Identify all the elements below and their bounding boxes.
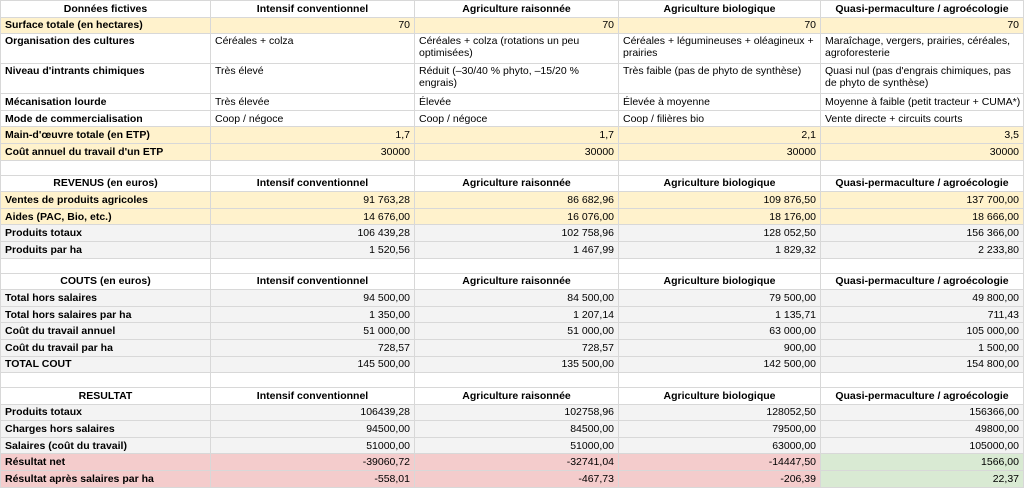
column-header[interactable]: Agriculture biologique — [619, 273, 821, 290]
row-label[interactable]: Mode de commercialisation — [1, 110, 211, 127]
cell[interactable]: 142 500,00 — [619, 356, 821, 373]
empty-cell[interactable] — [415, 160, 619, 175]
cell[interactable]: 30000 — [415, 143, 619, 160]
row-label[interactable]: Coût du travail annuel — [1, 323, 211, 340]
row-label[interactable]: Main-d'œuvre totale (en ETP) — [1, 127, 211, 144]
row-label[interactable]: Mécanisation lourde — [1, 94, 211, 111]
cell[interactable]: 30000 — [821, 143, 1024, 160]
blank-row — [1, 373, 1024, 388]
row-label[interactable]: Salaires (coût du travail) — [1, 437, 211, 454]
cell[interactable]: 137 700,00 — [821, 192, 1024, 209]
cell[interactable]: 102 758,96 — [415, 225, 619, 242]
cell[interactable]: 1 467,99 — [415, 241, 619, 258]
empty-cell[interactable] — [211, 258, 415, 273]
blank-row — [1, 160, 1024, 175]
empty-cell[interactable] — [821, 160, 1024, 175]
column-header[interactable]: Intensif conventionnel — [211, 273, 415, 290]
row-label[interactable]: Coût du travail par ha — [1, 339, 211, 356]
row-label[interactable]: Produits par ha — [1, 241, 211, 258]
cell[interactable]: 1 135,71 — [619, 306, 821, 323]
header-row-couts — [1, 273, 1024, 290]
empty-cell[interactable] — [821, 258, 1024, 273]
empty-cell[interactable] — [211, 160, 415, 175]
cell[interactable]: 49800,00 — [821, 421, 1024, 438]
cell[interactable]: Vente directe + circuits courts — [821, 110, 1024, 127]
section-title-donnees[interactable]: Données fictives — [1, 1, 211, 18]
cell[interactable]: Maraîchage, vergers, prairies, céréales, agroforesterie — [821, 34, 1024, 64]
column-header[interactable]: Quasi-permaculture / agroécologie — [821, 388, 1024, 405]
cell[interactable]: 18 176,00 — [619, 208, 821, 225]
cell[interactable]: Très élevée — [211, 94, 415, 111]
cell[interactable]: 16 076,00 — [415, 208, 619, 225]
table-row — [1, 225, 1024, 242]
cell[interactable]: 102758,96 — [415, 404, 619, 421]
column-header[interactable]: Agriculture biologique — [619, 175, 821, 192]
table-row — [1, 471, 1024, 488]
cell[interactable]: 1 500,00 — [821, 339, 1024, 356]
column-header[interactable]: Agriculture raisonnée — [415, 175, 619, 192]
cell[interactable]: 135 500,00 — [415, 356, 619, 373]
column-header[interactable]: Intensif conventionnel — [211, 388, 415, 405]
empty-cell[interactable] — [619, 258, 821, 273]
blank-row — [1, 258, 1024, 273]
cell[interactable]: 1,7 — [415, 127, 619, 144]
cell-negative[interactable]: -14447,50 — [619, 454, 821, 471]
cell[interactable]: 145 500,00 — [211, 356, 415, 373]
empty-cell[interactable] — [415, 258, 619, 273]
table-row — [1, 323, 1024, 340]
cell[interactable]: 94500,00 — [211, 421, 415, 438]
column-header[interactable]: Agriculture raisonnée — [415, 273, 619, 290]
cell[interactable]: 70 — [211, 17, 415, 34]
cell[interactable]: 63 000,00 — [619, 323, 821, 340]
cell[interactable]: 86 682,96 — [415, 192, 619, 209]
cell[interactable]: Moyenne à faible (petit tracteur + CUMA*) — [821, 94, 1024, 111]
cell[interactable]: 70 — [415, 17, 619, 34]
column-header[interactable]: Quasi-permaculture / agroécologie — [821, 175, 1024, 192]
cell-positive[interactable]: 22,37 — [821, 471, 1024, 488]
row-label[interactable]: Charges hors salaires — [1, 421, 211, 438]
cell[interactable]: 1 207,14 — [415, 306, 619, 323]
cell[interactable]: 30000 — [619, 143, 821, 160]
table-row — [1, 94, 1024, 111]
cell[interactable]: Très faible (pas de phyto de synthèse) — [619, 64, 821, 94]
table-row — [1, 339, 1024, 356]
table-row — [1, 241, 1024, 258]
row-label[interactable]: Produits totaux — [1, 404, 211, 421]
cell[interactable]: Réduit (–30/40 % phyto, –15/20 % engrais) — [415, 64, 619, 94]
cell[interactable]: 79500,00 — [619, 421, 821, 438]
cell[interactable]: 51 000,00 — [211, 323, 415, 340]
column-header[interactable]: Quasi-permaculture / agroécologie — [821, 1, 1024, 18]
column-header[interactable]: Intensif conventionnel — [211, 1, 415, 18]
table-row — [1, 454, 1024, 471]
row-label[interactable]: Ventes de produits agricoles — [1, 192, 211, 209]
column-header[interactable]: Agriculture biologique — [619, 1, 821, 18]
table-row — [1, 290, 1024, 307]
table-row — [1, 143, 1024, 160]
cell[interactable]: 711,43 — [821, 306, 1024, 323]
cell[interactable]: Coop / négoce — [415, 110, 619, 127]
table-row — [1, 437, 1024, 454]
table-row — [1, 208, 1024, 225]
cell[interactable]: Céréales + colza (rotations un peu optimisées) — [415, 34, 619, 64]
cell[interactable]: 728,57 — [415, 339, 619, 356]
cell[interactable]: 70 — [821, 17, 1024, 34]
cell[interactable]: Coop / filières bio — [619, 110, 821, 127]
cell[interactable]: 79 500,00 — [619, 290, 821, 307]
cell[interactable]: 84500,00 — [415, 421, 619, 438]
row-label[interactable]: TOTAL COUT — [1, 356, 211, 373]
header-row-donnees — [1, 1, 1024, 18]
cell[interactable]: 63000,00 — [619, 437, 821, 454]
table-row — [1, 34, 1024, 64]
table-row — [1, 17, 1024, 34]
cell-negative[interactable]: -32741,04 — [415, 454, 619, 471]
cell[interactable]: Très élevé — [211, 64, 415, 94]
cell[interactable]: Quasi nul (pas d'engrais chimiques, pas de phyto de synthèse) — [821, 64, 1024, 94]
cell-negative[interactable]: -467,73 — [415, 471, 619, 488]
cell[interactable]: Céréales + colza — [211, 34, 415, 64]
table-row — [1, 404, 1024, 421]
cell[interactable]: 30000 — [211, 143, 415, 160]
table-row — [1, 356, 1024, 373]
cell[interactable]: 94 500,00 — [211, 290, 415, 307]
row-label[interactable]: Coût annuel du travail d'un ETP — [1, 143, 211, 160]
table-row — [1, 110, 1024, 127]
cell-negative[interactable]: -558,01 — [211, 471, 415, 488]
column-header[interactable]: Quasi-permaculture / agroécologie — [821, 273, 1024, 290]
empty-cell[interactable] — [1, 373, 211, 388]
cell[interactable]: 154 800,00 — [821, 356, 1024, 373]
row-label[interactable]: Aides (PAC, Bio, etc.) — [1, 208, 211, 225]
cell[interactable]: Coop / négoce — [211, 110, 415, 127]
cell[interactable]: 105 000,00 — [821, 323, 1024, 340]
row-label[interactable]: Produits totaux — [1, 225, 211, 242]
cell[interactable]: 51000,00 — [211, 437, 415, 454]
cell[interactable]: 2,1 — [619, 127, 821, 144]
section-title-couts[interactable]: COUTS (en euros) — [1, 273, 211, 290]
column-header[interactable]: Agriculture raisonnée — [415, 388, 619, 405]
empty-cell[interactable] — [619, 160, 821, 175]
cell[interactable]: 156366,00 — [821, 404, 1024, 421]
row-label[interactable]: Surface totale (en hectares) — [1, 17, 211, 34]
cell[interactable]: 128052,50 — [619, 404, 821, 421]
header-row-revenus — [1, 175, 1024, 192]
cell[interactable]: 128 052,50 — [619, 225, 821, 242]
table-row — [1, 192, 1024, 209]
cell[interactable]: 728,57 — [211, 339, 415, 356]
cell[interactable]: 1,7 — [211, 127, 415, 144]
cell[interactable]: Élevée à moyenne — [619, 94, 821, 111]
column-header[interactable]: Agriculture raisonnée — [415, 1, 619, 18]
empty-cell[interactable] — [619, 373, 821, 388]
cell[interactable]: 51000,00 — [415, 437, 619, 454]
cell[interactable]: 156 366,00 — [821, 225, 1024, 242]
cell[interactable]: 1 350,00 — [211, 306, 415, 323]
cell[interactable]: 105000,00 — [821, 437, 1024, 454]
cell[interactable]: 18 666,00 — [821, 208, 1024, 225]
cell[interactable]: 49 800,00 — [821, 290, 1024, 307]
row-label[interactable]: Total hors salaires par ha — [1, 306, 211, 323]
table-row — [1, 64, 1024, 94]
cell[interactable]: 91 763,28 — [211, 192, 415, 209]
empty-cell[interactable] — [821, 373, 1024, 388]
column-header[interactable]: Intensif conventionnel — [211, 175, 415, 192]
cell[interactable]: 1 520,56 — [211, 241, 415, 258]
section-title-revenus[interactable]: REVENUS (en euros) — [1, 175, 211, 192]
section-title-resultat[interactable]: RESULTAT — [1, 388, 211, 405]
empty-cell[interactable] — [1, 258, 211, 273]
empty-cell[interactable] — [415, 373, 619, 388]
row-label[interactable]: Organisation des cultures — [1, 34, 211, 64]
table-row — [1, 421, 1024, 438]
cell[interactable]: 900,00 — [619, 339, 821, 356]
cell-negative[interactable]: -206,39 — [619, 471, 821, 488]
cell[interactable]: 106 439,28 — [211, 225, 415, 242]
cell-negative[interactable]: -39060,72 — [211, 454, 415, 471]
cell[interactable]: 3,5 — [821, 127, 1024, 144]
column-header[interactable]: Agriculture biologique — [619, 388, 821, 405]
empty-cell[interactable] — [1, 160, 211, 175]
cell[interactable]: 2 233,80 — [821, 241, 1024, 258]
row-label[interactable]: Résultat après salaires par ha — [1, 471, 211, 488]
cell[interactable]: 109 876,50 — [619, 192, 821, 209]
cell-positive[interactable]: 1566,00 — [821, 454, 1024, 471]
cell[interactable]: 106439,28 — [211, 404, 415, 421]
row-label[interactable]: Résultat net — [1, 454, 211, 471]
cell[interactable]: 84 500,00 — [415, 290, 619, 307]
table-row — [1, 306, 1024, 323]
cell[interactable]: 14 676,00 — [211, 208, 415, 225]
table-row — [1, 127, 1024, 144]
cell[interactable]: 51 000,00 — [415, 323, 619, 340]
row-label[interactable]: Total hors salaires — [1, 290, 211, 307]
cell[interactable]: 70 — [619, 17, 821, 34]
row-label[interactable]: Niveau d'intrants chimiques — [1, 64, 211, 94]
cell[interactable]: Céréales + légumineuses + oléagineux + prairies — [619, 34, 821, 64]
empty-cell[interactable] — [211, 373, 415, 388]
header-row-resultat — [1, 388, 1024, 405]
cell[interactable]: Élevée — [415, 94, 619, 111]
cell[interactable]: 1 829,32 — [619, 241, 821, 258]
